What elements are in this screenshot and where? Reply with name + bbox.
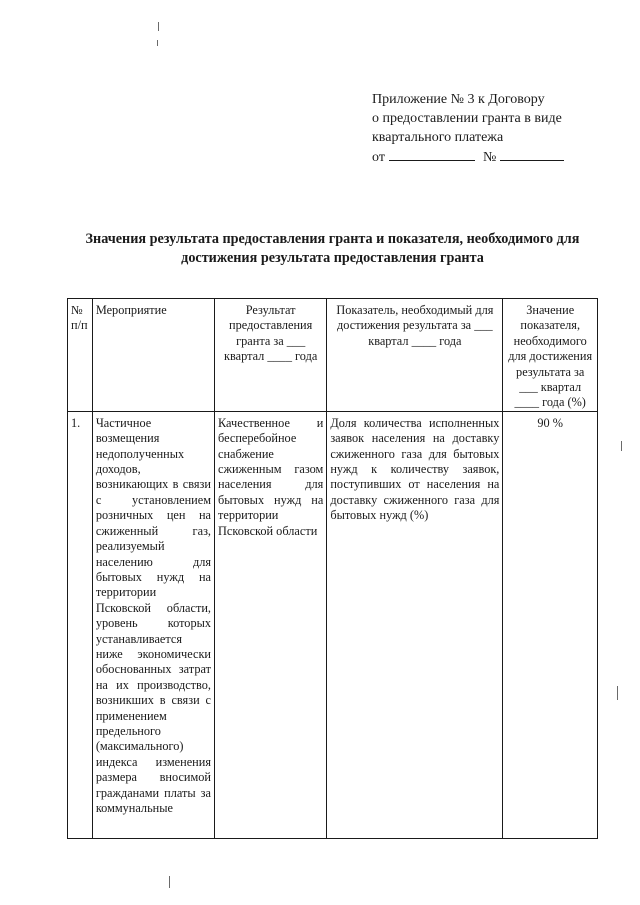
scan-speck (617, 686, 618, 700)
date-blank (389, 147, 475, 161)
row-value: 90 % (503, 411, 598, 838)
scan-speck (157, 40, 158, 46)
table-header-row (68, 299, 598, 412)
scan-speck (169, 876, 170, 888)
header-num: № п/п (68, 299, 93, 412)
document-title: Значения результата предоставления гранта и показателя, необходимого для достижения результата предоставления гранта (85, 231, 580, 266)
number-blank (500, 147, 564, 161)
header-result: Результат предоставления гранта за ___ квартал ____ года (215, 299, 327, 412)
appendix-line-1: Приложение № 3 к Договору (372, 92, 545, 107)
appendix-block (372, 90, 592, 167)
appendix-line-3: квартального платежа (372, 130, 504, 145)
table-row (68, 411, 598, 838)
scan-speck (158, 22, 159, 31)
appendix-line-2: о предоставлении гранта в виде (372, 111, 562, 126)
scan-speck (621, 441, 622, 451)
appendix-number-label: № (482, 150, 497, 165)
grant-results-table (67, 298, 598, 839)
header-indicator: Показатель, необходимый для достижения результата за ___ квартал ____ года (327, 299, 503, 412)
appendix-date-number-line (372, 147, 592, 167)
appendix-from-label: от (372, 150, 385, 165)
row-num: 1. (68, 411, 93, 838)
header-value: Значение показателя, необходимого для достижения результата за ___ квартал ____ года (%) (503, 299, 598, 412)
row-result: Качественное и бесперебойное снабжение сжиженным газом населения для бытовых нужд на территории Псковской области (215, 411, 327, 838)
header-activity: Мероприятие (92, 299, 214, 412)
row-activity: Частичное возмещения недополученных доходов, возникающих в связи с установлением розничных цен на сжиженный газ, реализуемый населению для бытовых нужд на территории Псковской области, уровень которых устанавливается ниже экономически обоснованных затрат на их производство, возникших в связи с применением предельного (максимального) индекса изменения размера вносимой гражданами платы за коммунальные (92, 411, 214, 838)
row-indicator: Доля количества исполненных заявок населения на доставку сжиженного газа для бытовых нужд к количеству заявок, поступивших от населения на доставку сжиженного газа для бытовых нужд (%) (327, 411, 503, 838)
